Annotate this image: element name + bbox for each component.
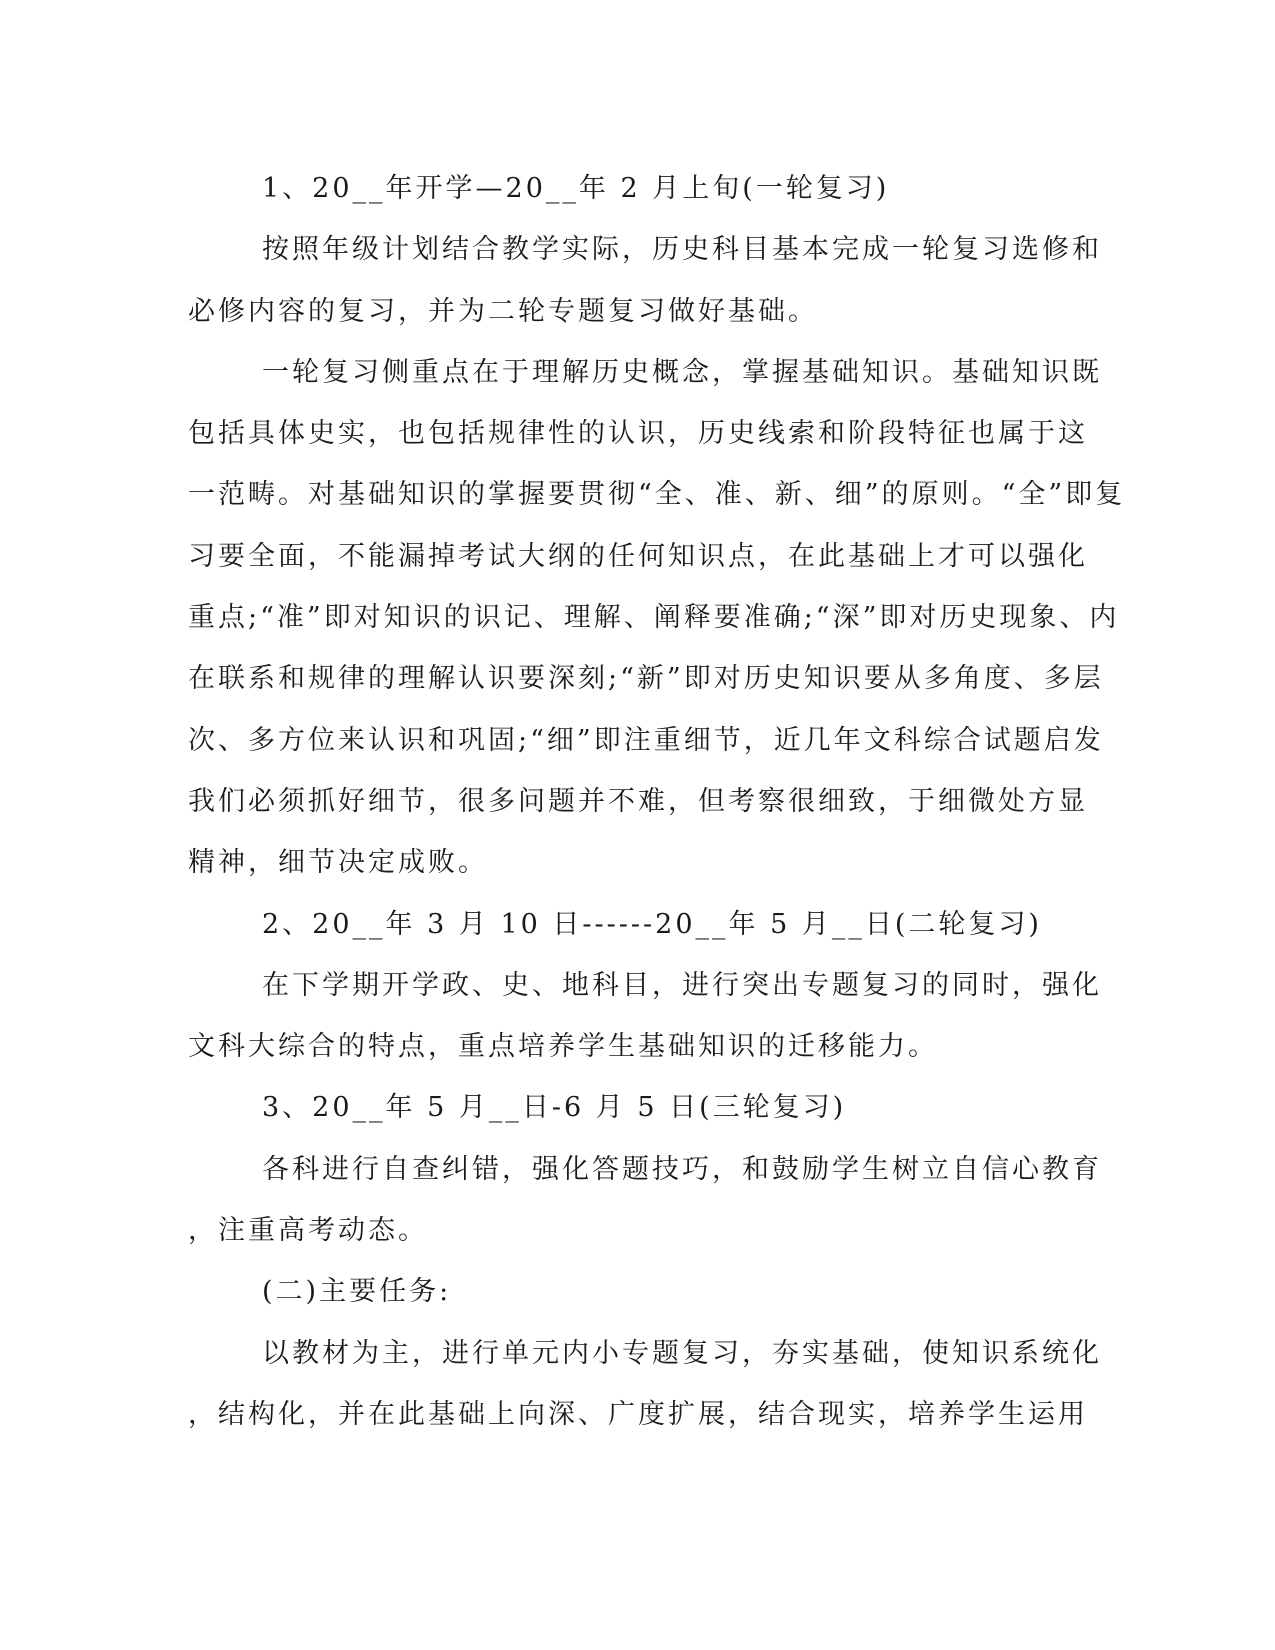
paragraph-line: 包括具体史实，也包括规律性的认识，历史线索和阶段特征也属于这 [188, 418, 1088, 450]
paragraph-line: 文科大综合的特点，重点培养学生基础知识的迁移能力。 [188, 1031, 938, 1063]
paragraph-line: 在下学期开学政、史、地科目，进行突出专题复习的同时，强化 [262, 969, 1102, 1001]
paragraph-line: 一轮复习侧重点在于理解历史概念，掌握基础知识。基础知识既 [262, 356, 1102, 388]
document-body [188, 158, 1126, 1445]
paragraph-line: 次、多方位来认识和巩固;“细”即注重细节，近几年文科综合试题启发 [188, 724, 1104, 756]
section-heading-second-round: 2、20__年 3 月 10 日------20__年 5 月__日(二轮复习) [262, 908, 1042, 940]
paragraph-line: 必修内容的复习，并为二轮专题复习做好基础。 [188, 295, 818, 327]
paragraph-line: 精神，细节决定成败。 [188, 847, 488, 879]
paragraph-line: 各科进行自查纠错，强化答题技巧，和鼓励学生树立自信心教育 [262, 1153, 1102, 1185]
section-heading-third-round: 3、20__年 5 月__日-6 月 5 日(三轮复习) [262, 1092, 847, 1124]
section-heading-main-tasks: (二)主要任务: [262, 1276, 452, 1308]
paragraph-line: ，注重高考动态。 [188, 1215, 428, 1247]
paragraph-line: 我们必须抓好细节，很多问题并不难，但考察很细致，于细微处方显 [188, 785, 1088, 817]
paragraph-line: 在联系和规律的理解认识要深刻;“新”即对历史知识要从多角度、多层 [188, 663, 1104, 695]
paragraph-line: ，结构化，并在此基础上向深、广度扩展，结合现实，培养学生运用 [188, 1398, 1088, 1430]
paragraph-line: 一范畴。对基础知识的掌握要贯彻“全、准、新、细”的原则。“全”即复 [188, 479, 1126, 511]
section-heading-first-round: 1、20__年开学—20__年 2 月上旬(一轮复习) [262, 173, 890, 204]
paragraph-line: 重点;“准”即对知识的识记、理解、阐释要准确;“深”即对历史现象、内 [188, 602, 1120, 634]
paragraph-line: 习要全面，不能漏掉考试大纲的任何知识点，在此基础上才可以强化 [188, 540, 1088, 572]
paragraph-line: 按照年级计划结合教学实际，历史科目基本完成一轮复习选修和 [262, 234, 1102, 266]
paragraph-line: 以教材为主，进行单元内小专题复习，夯实基础，使知识系统化 [262, 1337, 1102, 1369]
